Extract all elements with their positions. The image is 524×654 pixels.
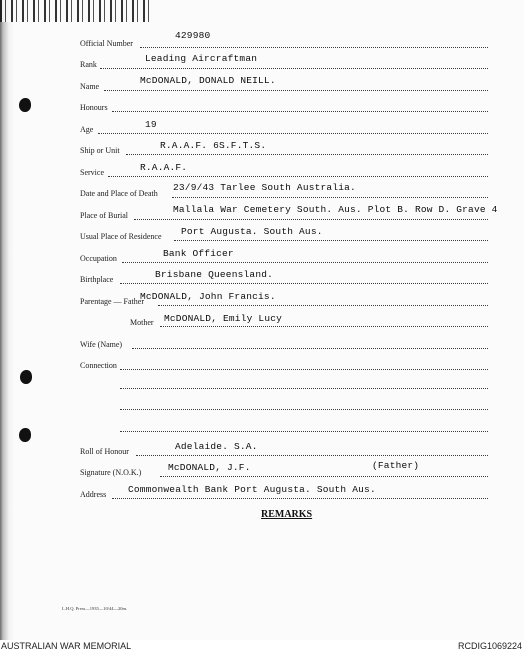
archive-name: AUSTRALIAN WAR MEMORIAL xyxy=(1,641,132,651)
archive-id: RCDIG1069224 xyxy=(457,641,522,651)
service-line xyxy=(108,176,488,177)
name-value: McDONALD, DONALD NEILL. xyxy=(140,75,276,86)
death-value: 23/9/43 Tarlee South Australia. xyxy=(173,182,356,193)
ship-line xyxy=(126,154,488,155)
archive-footer xyxy=(0,640,524,654)
rank-line xyxy=(100,68,488,69)
mother-value: McDONALD, Emily Lucy xyxy=(164,313,283,324)
residence-label: Usual Place of Residence xyxy=(80,232,162,241)
burial-value: Mallala War Cemetery South. Aus. Plot B. Row D. Grave 4 xyxy=(173,204,498,215)
signature-line xyxy=(160,476,488,477)
scan-top-artifact xyxy=(0,0,150,22)
signature-note: (Father) xyxy=(372,460,420,471)
official-number-label: Official Number xyxy=(80,39,133,48)
official-number-line xyxy=(140,47,488,48)
service-value: R.A.A.F. xyxy=(140,162,188,173)
remarks-heading: REMARKS xyxy=(261,509,313,520)
honours-label: Honours xyxy=(80,103,108,112)
name-label: Name xyxy=(80,82,100,91)
burial-line xyxy=(134,219,488,220)
address-value: Commonwealth Bank Port Augusta. South Aus. xyxy=(128,484,376,495)
birthplace-value: Brisbane Queensland. xyxy=(155,269,274,280)
printer-footnote: L.H.Q. Press—1935—10/44—20m. xyxy=(62,606,128,611)
rank-value: Leading Aircraftman xyxy=(145,53,258,64)
wife-label: Wife (Name) xyxy=(80,340,123,349)
mother-label: Mother xyxy=(130,318,154,327)
father-value: McDONALD, John Francis. xyxy=(140,291,276,302)
punch-hole xyxy=(19,428,31,442)
service-label: Service xyxy=(80,168,104,177)
father-label: Parentage — Father xyxy=(80,297,144,306)
connection-line xyxy=(120,409,488,410)
father-line xyxy=(158,305,488,306)
signature-label: Signature (N.O.K.) xyxy=(80,468,142,477)
punch-hole xyxy=(19,98,31,112)
occupation-value: Bank Officer xyxy=(163,248,234,259)
age-line xyxy=(98,133,488,134)
scan-left-edge xyxy=(0,0,14,640)
age-label: Age xyxy=(80,125,94,134)
wife-line xyxy=(132,348,488,349)
name-line xyxy=(104,90,488,91)
connection-line xyxy=(120,431,488,432)
birthplace-line xyxy=(120,283,488,284)
age-value: 19 xyxy=(145,119,157,130)
roll-line xyxy=(136,455,488,456)
rank-label: Rank xyxy=(80,60,97,69)
connection-line xyxy=(120,388,488,389)
punch-hole xyxy=(20,370,32,384)
signature-value: McDONALD, J.F. xyxy=(168,462,251,473)
address-line xyxy=(112,498,488,499)
death-line xyxy=(172,197,488,198)
residence-line xyxy=(174,240,488,241)
roll-value: Adelaide. S.A. xyxy=(175,441,258,452)
ship-label: Ship or Unit xyxy=(80,146,120,155)
mother-line xyxy=(160,326,488,327)
connection-line xyxy=(120,369,488,370)
honours-line xyxy=(112,111,488,112)
connection-label: Connection xyxy=(80,361,117,370)
official-number-value: 429980 xyxy=(175,30,211,41)
address-label: Address xyxy=(80,490,107,499)
ship-value: R.A.A.F. 6S.F.T.S. xyxy=(160,140,267,151)
birthplace-label: Birthplace xyxy=(80,275,114,284)
burial-label: Place of Burial xyxy=(80,211,128,220)
death-label: Date and Place of Death xyxy=(80,189,158,198)
roll-label: Roll of Honour xyxy=(80,447,129,456)
residence-value: Port Augusta. South Aus. xyxy=(181,226,323,237)
occupation-label: Occupation xyxy=(80,254,117,263)
occupation-line xyxy=(122,262,488,263)
